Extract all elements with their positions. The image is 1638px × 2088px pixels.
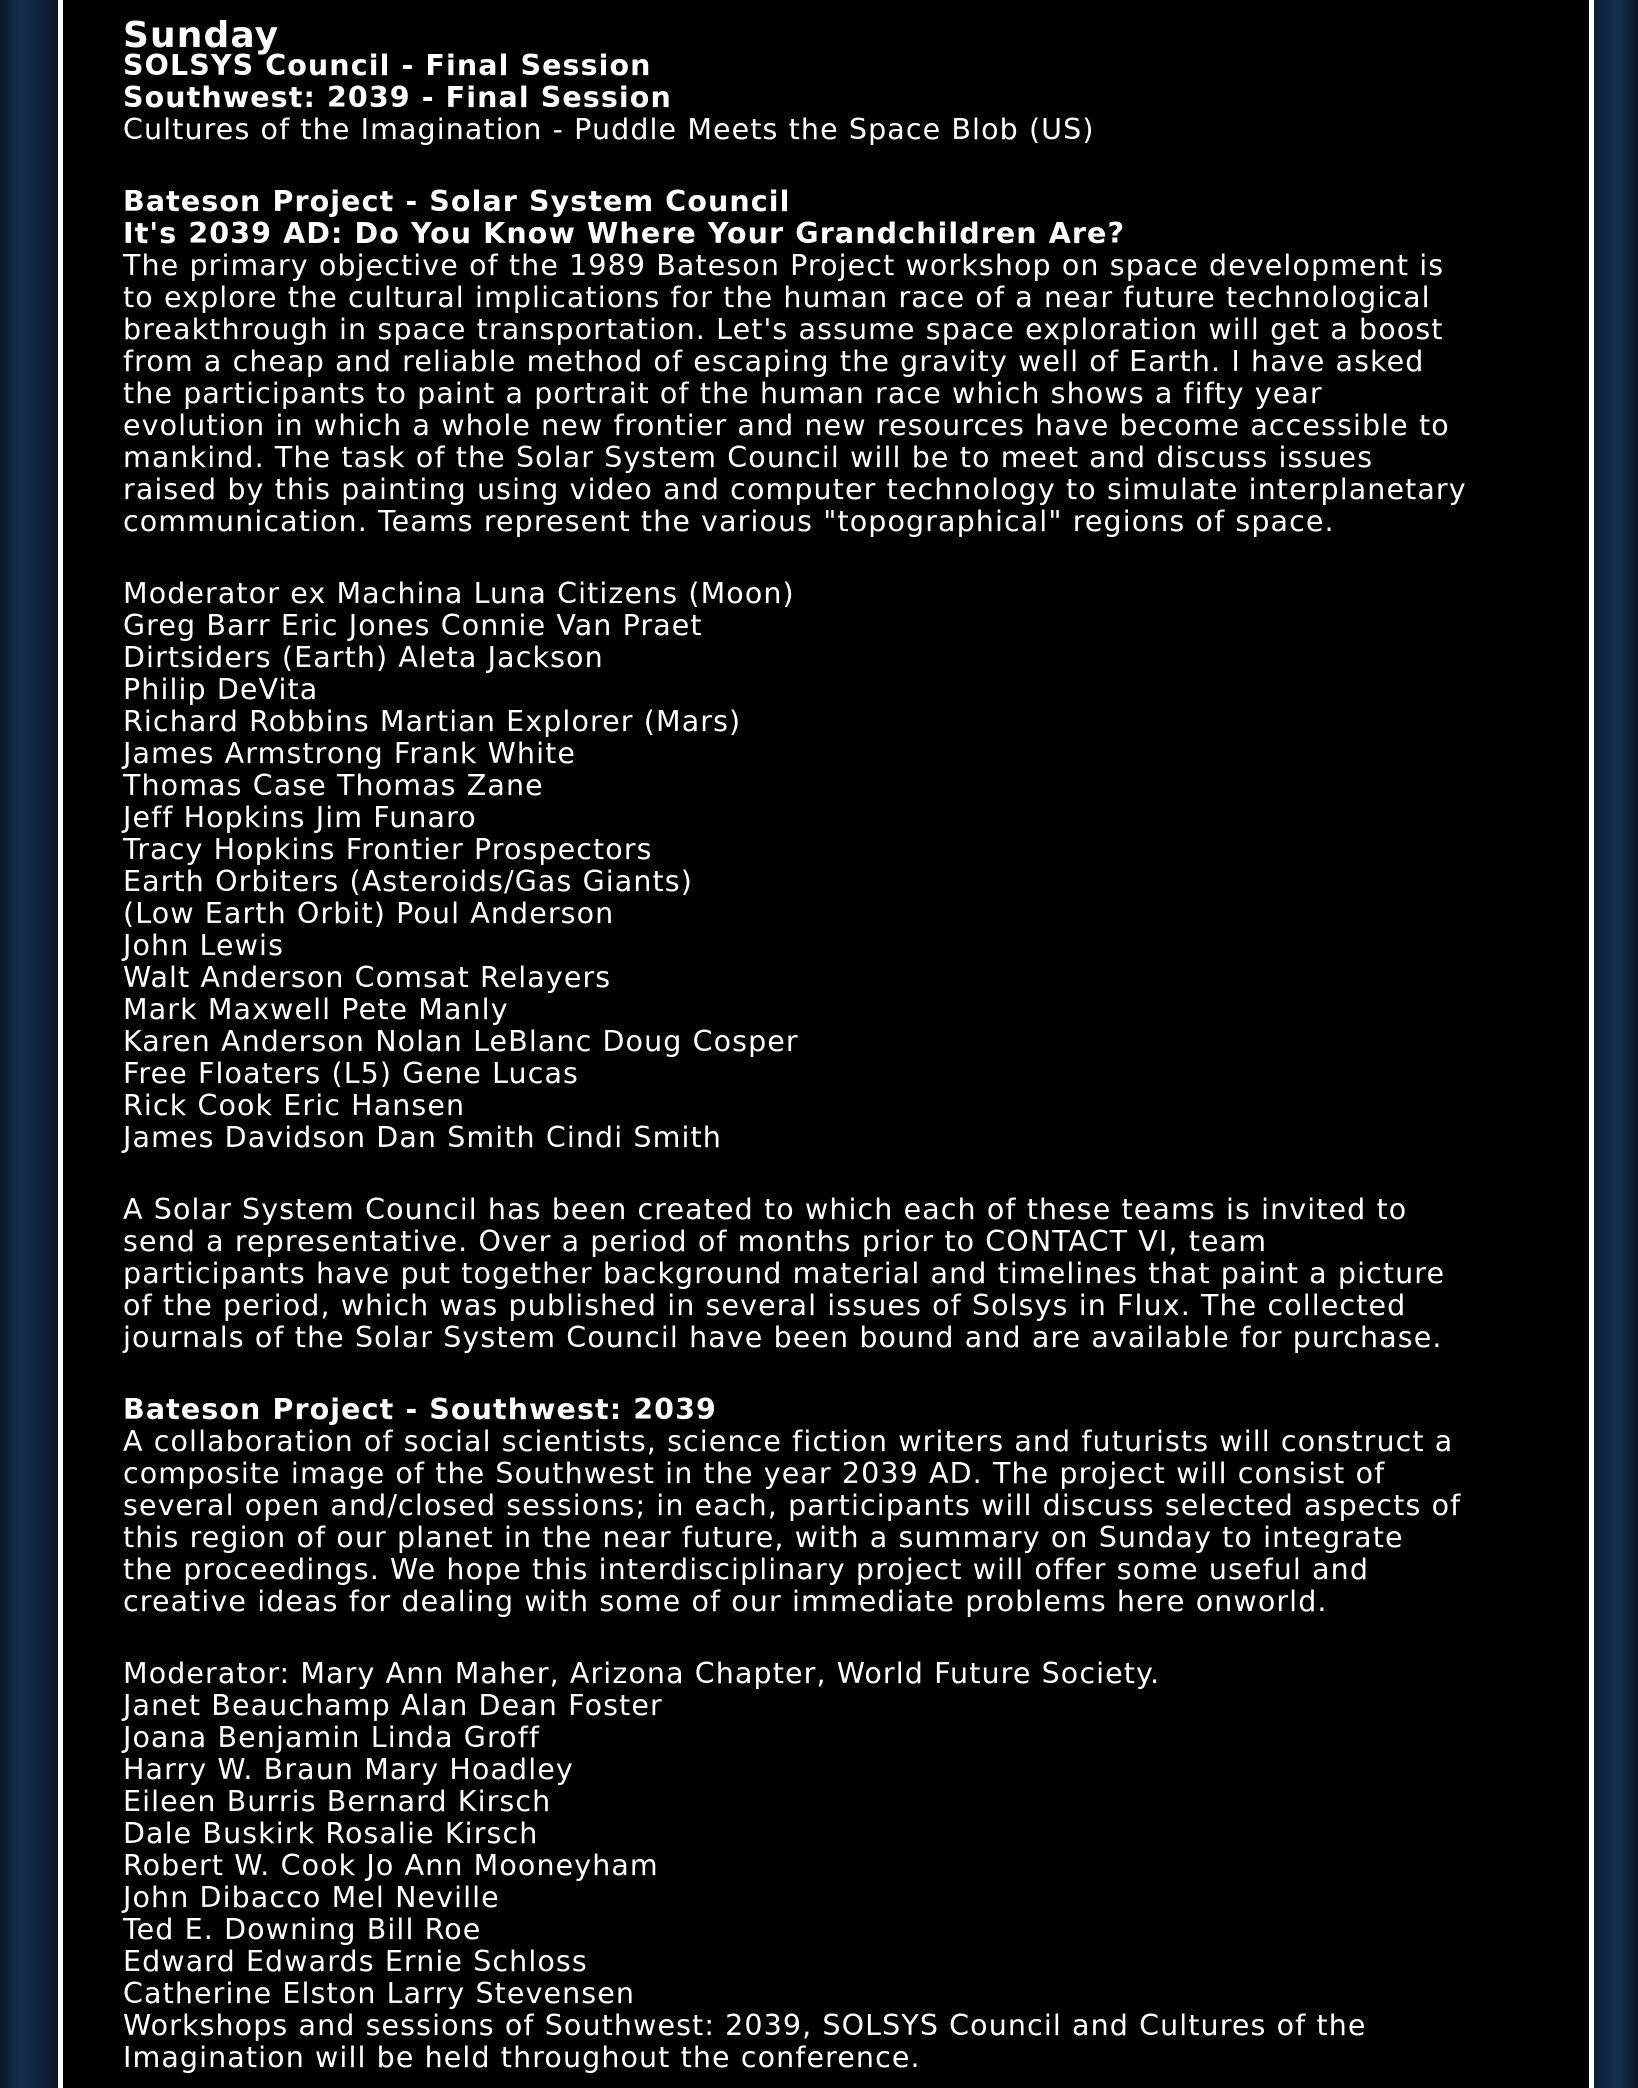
participant-line: Imagination will be held throughout the conference.: [123, 2041, 921, 2074]
paragraph-line: this region of our planet in the near future, with a summary on Sunday to integrate: [123, 1521, 1404, 1554]
paragraph-line: composite image of the Southwest in the year 2039 AD. The project will consist of: [123, 1457, 1386, 1490]
paragraph-line: evolution in which a whole new frontier and new resources have become accessible to: [123, 409, 1450, 442]
section-heading-solar-council: Bateson Project - Solar System Council: [123, 185, 791, 218]
participant-line: Philip DeVita: [123, 673, 319, 706]
event-title-plain: Cultures of the Imagination - Puddle Meets the Space Blob (US): [123, 113, 1095, 146]
participant-line: John Dibacco Mel Neville: [123, 1881, 500, 1914]
participant-line: Dale Buskirk Rosalie Kirsch: [123, 1817, 539, 1850]
solar-council-description: [123, 250, 1543, 538]
participant-line: Karen Anderson Nolan LeBlanc Doug Cosper: [123, 1025, 799, 1058]
paragraph-line: send a representative. Over a period of months prior to CONTACT VI, team: [123, 1225, 1268, 1258]
participant-line: Mark Maxwell Pete Manly: [123, 993, 509, 1026]
spacer: [123, 1154, 1543, 1194]
participant-line: Tracy Hopkins Frontier Prospectors: [123, 833, 653, 866]
participant-line: James Davidson Dan Smith Cindi Smith: [123, 1121, 722, 1154]
paragraph-line: from a cheap and reliable method of escaping the gravity well of Earth. I have asked: [123, 345, 1425, 378]
participant-line: Moderator: Mary Ann Maher, Arizona Chapter, World Future Society.: [123, 1657, 1161, 1690]
participant-line: Dirtsiders (Earth) Aleta Jackson: [123, 641, 604, 674]
participant-line: Catherine Elston Larry Stevensen: [123, 1977, 636, 2010]
paragraph-line: raised by this painting using video and computer technology to simulate interplanetary: [123, 473, 1467, 506]
paragraph-line: A collaboration of social scientists, science fiction writers and futurists will construct a: [123, 1425, 1454, 1458]
paragraph-line: A Solar System Council has been created to which each of these teams is invited to: [123, 1193, 1408, 1226]
paragraph-line: breakthrough in space transportation. Let's assume space exploration will get a boost: [123, 313, 1444, 346]
participant-line: Workshops and sessions of Southwest: 2039, SOLSYS Council and Cultures of the: [123, 2009, 1367, 2042]
participant-line: Jeff Hopkins Jim Funaro: [123, 801, 477, 834]
paragraph-line: communication. Teams represent the various "topographical" regions of space.: [123, 505, 1335, 538]
spacer: [123, 1354, 1543, 1394]
southwest-description: [123, 1426, 1543, 1618]
section-heading-southwest: Bateson Project - Southwest: 2039: [123, 1393, 717, 1426]
participant-line: Thomas Case Thomas Zane: [123, 769, 544, 802]
event-title: Southwest: 2039 - Final Session: [123, 81, 672, 114]
paragraph-line: mankind. The task of the Solar System Council will be to meet and discuss issues: [123, 441, 1374, 474]
paragraph-line: journals of the Solar System Council have been bound and are available for purchase.: [123, 1321, 1443, 1354]
southwest-participants: [123, 1658, 1543, 2074]
solar-council-participants: [123, 578, 1543, 1154]
participant-line: Robert W. Cook Jo Ann Mooneyham: [123, 1849, 659, 1882]
participant-line: Edward Edwards Ernie Schloss: [123, 1945, 588, 1978]
participant-line: Moderator ex Machina Luna Citizens (Moon): [123, 577, 795, 610]
document-body: [123, 16, 1543, 2074]
participant-line: Harry W. Braun Mary Hoadley: [123, 1753, 574, 1786]
participant-line: Richard Robbins Martian Explorer (Mars): [123, 705, 742, 738]
day-heading: Sunday: [123, 15, 280, 56]
paragraph-line: to explore the cultural implications for the human race of a near future technological: [123, 281, 1431, 314]
paragraph-line: participants have put together background material and timelines that paint a picture: [123, 1257, 1446, 1290]
participant-line: Janet Beauchamp Alan Dean Foster: [123, 1689, 663, 1722]
participant-line: John Lewis: [123, 929, 285, 962]
participant-line: Ted E. Downing Bill Roe: [123, 1913, 482, 1946]
participant-line: Joana Benjamin Linda Groff: [123, 1721, 540, 1754]
paragraph-line: several open and/closed sessions; in each, participants will discuss selected aspects of: [123, 1489, 1462, 1522]
spacer: [123, 538, 1543, 578]
participant-line: Eileen Burris Bernard Kirsch: [123, 1785, 552, 1818]
solar-council-closing: [123, 1194, 1543, 1354]
participant-line: Free Floaters (L5) Gene Lucas: [123, 1057, 579, 1090]
participant-line: Earth Orbiters (Asteroids/Gas Giants): [123, 865, 693, 898]
spacer: [123, 146, 1543, 186]
paragraph-line: creative ideas for dealing with some of our immediate problems here onworld.: [123, 1585, 1328, 1618]
paragraph-line: the participants to paint a portrait of the human race which shows a fifty year: [123, 377, 1323, 410]
paragraph-line: the proceedings. We hope this interdisciplinary project will offer some useful and: [123, 1553, 1370, 1586]
event-title: SOLSYS Council - Final Session: [123, 49, 652, 82]
spacer: [123, 1618, 1543, 1658]
participant-line: Rick Cook Eric Hansen: [123, 1089, 466, 1122]
participant-line: Walt Anderson Comsat Relayers: [123, 961, 612, 994]
paragraph-line: The primary objective of the 1989 Bateson Project workshop on space development is: [123, 249, 1445, 282]
participant-line: (Low Earth Orbit) Poul Anderson: [123, 897, 615, 930]
participant-line: Greg Barr Eric Jones Connie Van Praet: [123, 609, 703, 642]
participant-line: James Armstrong Frank White: [123, 737, 577, 770]
section-subheading: It's 2039 AD: Do You Know Where Your Grandchildren Are?: [123, 217, 1126, 250]
paragraph-line: of the period, which was published in several issues of Solsys in Flux. The collected: [123, 1289, 1407, 1322]
